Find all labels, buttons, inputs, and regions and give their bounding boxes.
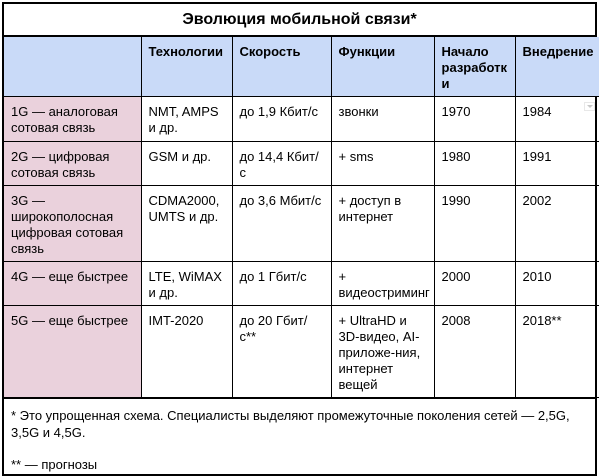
table-row — [4, 186, 599, 262]
cell-deployment[interactable]: 2018** — [515, 306, 599, 398]
table-row — [4, 306, 599, 398]
cell-generation[interactable]: 5G — еще быстрее — [4, 306, 141, 398]
cell-functions[interactable]: + доступ в интернет — [331, 186, 434, 262]
cell-generation[interactable]: 3G — широкополосная цифровая сотовая связь — [4, 186, 141, 262]
cell-dev-start[interactable]: 2000 — [434, 262, 515, 306]
cell-technologies[interactable]: CDMA2000, UMTS и др. — [141, 186, 232, 262]
header-functions[interactable]: Функции — [331, 37, 434, 97]
cell-speed[interactable]: до 14,4 Кбит/с — [232, 142, 331, 186]
footnote-forecasts: ** — прогнозы — [11, 457, 98, 472]
dropdown-arrow-icon[interactable] — [584, 102, 595, 111]
cell-technologies[interactable]: LTE, WiMAX и др. — [141, 262, 232, 306]
cell-deployment[interactable]: 2002 — [515, 186, 599, 262]
cell-technologies[interactable]: IMT-2020 — [141, 306, 232, 398]
cell-generation[interactable]: 4G — еще быстрее — [4, 262, 141, 306]
cell-deployment[interactable]: 1991 — [515, 142, 599, 186]
header-dev-start[interactable]: Начало разработк и — [434, 37, 515, 97]
cell-dev-start[interactable]: 1970 — [434, 97, 515, 142]
header-speed[interactable]: Скорость — [232, 37, 331, 97]
table-row — [4, 262, 599, 306]
header-generation[interactable] — [4, 37, 141, 97]
footnote-simplified-scheme: * Это упрощенная схема. Специалисты выделяют промежуточные поколения сетей — 2,5G, 3,5G и 4,5G. — [11, 408, 570, 440]
cell-functions[interactable]: звонки — [331, 97, 434, 142]
header-row — [4, 37, 599, 97]
footnotes-cell[interactable] — [4, 398, 595, 474]
cell-dev-start[interactable]: 1990 — [434, 186, 515, 262]
cell-deployment-value: 1984 — [522, 104, 552, 119]
cell-generation[interactable]: 1G — аналоговая сотовая связь — [4, 97, 141, 142]
mobile-evolution-table — [2, 2, 597, 476]
cell-generation[interactable]: 2G — цифровая сотовая связь — [4, 142, 141, 186]
cell-technologies[interactable]: NMT, AMPS и др. — [141, 97, 232, 142]
cell-functions[interactable]: + UltraHD и 3D-видео, AI-приложе-ния, интернет вещей — [331, 306, 434, 398]
cell-technologies[interactable]: GSM и др. — [141, 142, 232, 186]
table-row — [4, 97, 599, 142]
cell-speed[interactable]: до 1,9 Кбит/с — [232, 97, 331, 142]
cell-dev-start[interactable]: 1980 — [434, 142, 515, 186]
cell-dev-start[interactable]: 2008 — [434, 306, 515, 398]
header-technologies[interactable]: Технологии — [141, 37, 232, 97]
cell-functions[interactable]: + sms — [331, 142, 434, 186]
cell-speed[interactable]: до 1 Гбит/с — [232, 262, 331, 306]
cell-deployment[interactable]: 2010 — [515, 262, 599, 306]
header-deployment[interactable]: Внедрение — [515, 37, 599, 97]
data-table — [4, 37, 599, 398]
cell-deployment[interactable] — [515, 97, 599, 142]
cell-speed[interactable]: до 3,6 Мбит/с — [232, 186, 331, 262]
cell-speed[interactable]: до 20 Гбит/с** — [232, 306, 331, 398]
cell-functions[interactable]: + видеостриминг — [331, 262, 434, 306]
table-title: Эволюция мобильной связи* — [4, 4, 595, 37]
table-row — [4, 142, 599, 186]
